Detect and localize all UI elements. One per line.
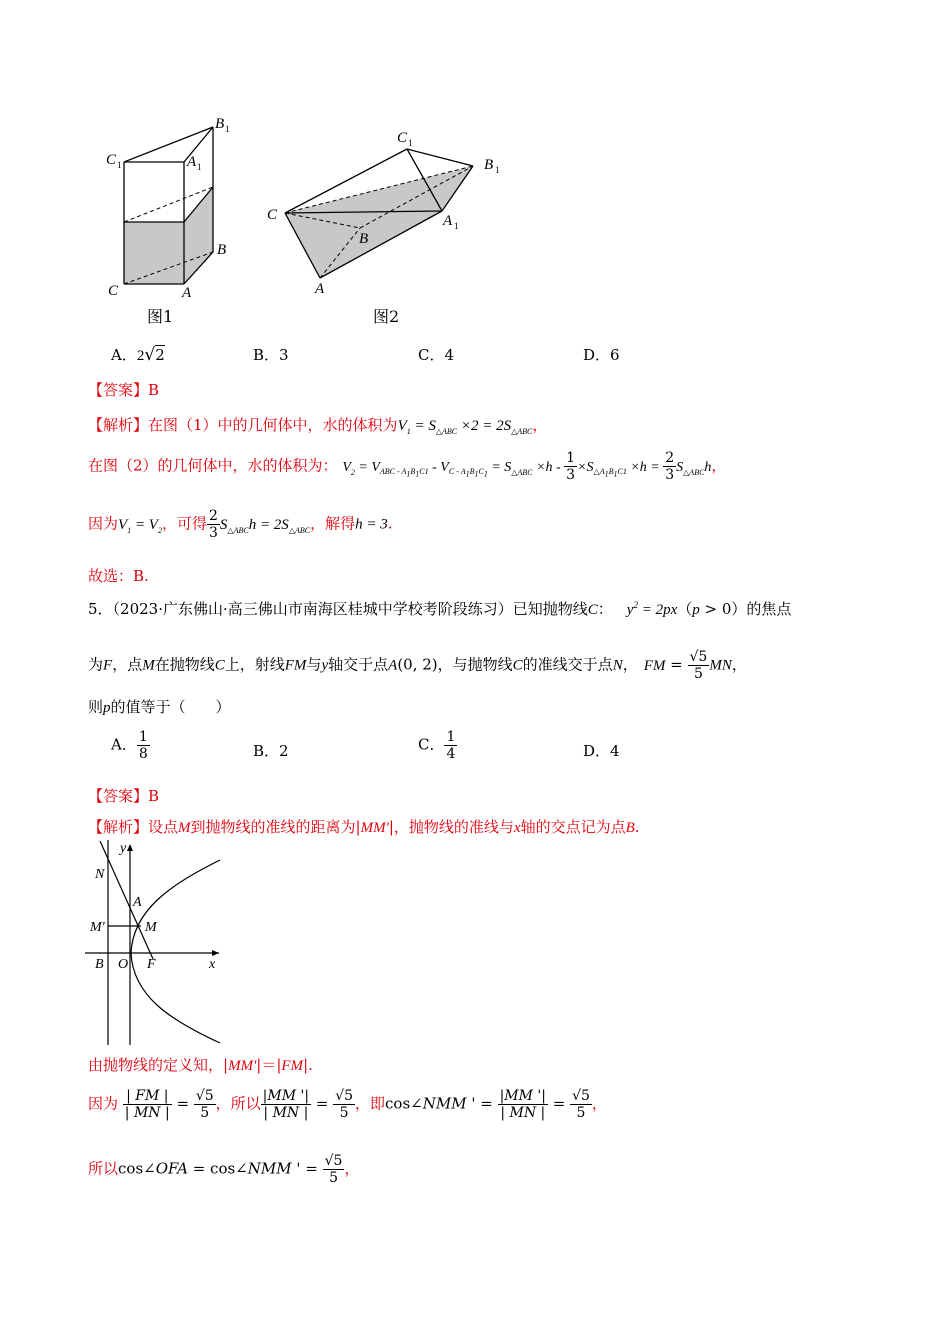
figure-3-parabola bbox=[85, 840, 235, 1045]
label-N: N bbox=[95, 867, 105, 882]
label-A: A bbox=[182, 285, 192, 297]
label-C: C bbox=[108, 283, 119, 297]
q5-option-a: A． $\frac{1}{8}$ bbox=[111, 729, 148, 762]
figure-2-prism-tilted bbox=[265, 125, 510, 300]
svg-text:1: 1 bbox=[225, 124, 230, 134]
label-B: B bbox=[95, 957, 104, 972]
q5-because-line: 因为 $\frac{| FM |}{| MN |}$ = $\frac{√5}{5}$ ，所以 $\frac{|MM '|}{| MN |}$ = $\frac{√5}{5}$ ，即cos∠NMM ' = $\frac{|MM '|}{| MN |}$ = $\frac{√5}{5}$ ， bbox=[88, 1088, 607, 1121]
q5-definition-line: 由抛物线的定义知，|MM'|＝|FM|. bbox=[88, 1056, 313, 1074]
figure-1-caption: 图1 bbox=[147, 307, 174, 326]
svg-text:1: 1 bbox=[454, 221, 459, 231]
q5-option-d: D．4 bbox=[583, 742, 620, 760]
q5-option-c: C． $\frac{1}{4}$ bbox=[418, 729, 456, 762]
label-M-prime: M' bbox=[90, 920, 105, 935]
label-C1: C bbox=[397, 130, 408, 146]
label-F: F bbox=[147, 957, 156, 972]
q4-analysis-line2: 在图（2）的几何体中，水的体积为： $V_2 = V_{ABC - A_1B_1C1} - V_{C - A_1B_1C_1} = S_{\triangle ABC} \times h$ - $\frac{1}{3}$ $\times S_{\triangle A_1B_1C1} \times h$ = $\frac{2}{3}$ $S_{\triangle ABC}h$， bbox=[88, 450, 727, 483]
q5-line2: 为F，点M在抛物线C上，射线FM与y轴交于点A(0, 2)，与抛物线C的准线交于点N， FM = $\frac{√5}{5}$ MN， bbox=[88, 649, 747, 682]
q4-option-a: A．2√2 bbox=[111, 345, 165, 365]
label-A1: A bbox=[187, 154, 197, 170]
q5-option-b: B．2 bbox=[253, 742, 289, 760]
q5-answer: 【答案】B bbox=[88, 787, 160, 805]
label-x: x bbox=[209, 957, 216, 972]
q4-conclusion: 故选：B. bbox=[88, 567, 149, 585]
label-B: B bbox=[359, 231, 369, 247]
label-A: A bbox=[315, 281, 325, 297]
label-B1: B bbox=[215, 116, 225, 132]
label-y: y bbox=[120, 841, 127, 856]
label-B: B bbox=[217, 242, 227, 258]
q5-so-line: 所以cos∠OFA = cos∠NMM ' = $\frac{√5}{5}$ ， bbox=[88, 1153, 360, 1186]
figure-2-caption: 图2 bbox=[373, 307, 400, 326]
label-C1: C bbox=[106, 152, 117, 168]
label-C: C bbox=[267, 207, 278, 223]
q5-line1: 5．（2023·广东佛山·高三佛山市南海区桂城中学校考阶段练习）已知抛物线C： $y^2 = 2px(p > 0)$的焦点 bbox=[88, 600, 792, 618]
label-O: O bbox=[118, 957, 129, 972]
svg-text:1: 1 bbox=[117, 160, 122, 170]
q5-analysis-line1: 【解析】设点M到抛物线的准线的距离为|MM'|，抛物线的准线与x轴的交点记为点B. bbox=[88, 818, 640, 836]
q5-line3: 则p的值等于（ ） bbox=[88, 698, 231, 716]
q4-option-c: C．4 bbox=[418, 346, 455, 364]
label-A1: A bbox=[443, 213, 453, 229]
svg-text:1: 1 bbox=[495, 165, 500, 175]
q4-answer: 【答案】B bbox=[88, 381, 160, 399]
svg-text:1: 1 bbox=[197, 162, 202, 172]
figure-1-prism-upright bbox=[100, 112, 250, 297]
label-B1: B bbox=[484, 157, 494, 173]
q4-option-d: D．6 bbox=[583, 346, 620, 364]
q4-option-b: B．3 bbox=[253, 346, 289, 364]
svg-text:1: 1 bbox=[408, 138, 413, 148]
label-M: M bbox=[145, 920, 157, 935]
label-A: A bbox=[133, 895, 142, 910]
q4-analysis-line3: 因为$V_1 = V_2$，可得 $\frac{2}{3}$ $S_{\triangle ABC}h = 2S_{\triangle ABC}$，解得h = 3. bbox=[88, 508, 393, 541]
q4-analysis-line1: 【解析】在图（1）中的几何体中，水的体积为$V_1 = S_{\triangle ABC} \times 2 = 2S_{\triangle ABC}$， bbox=[88, 416, 548, 436]
